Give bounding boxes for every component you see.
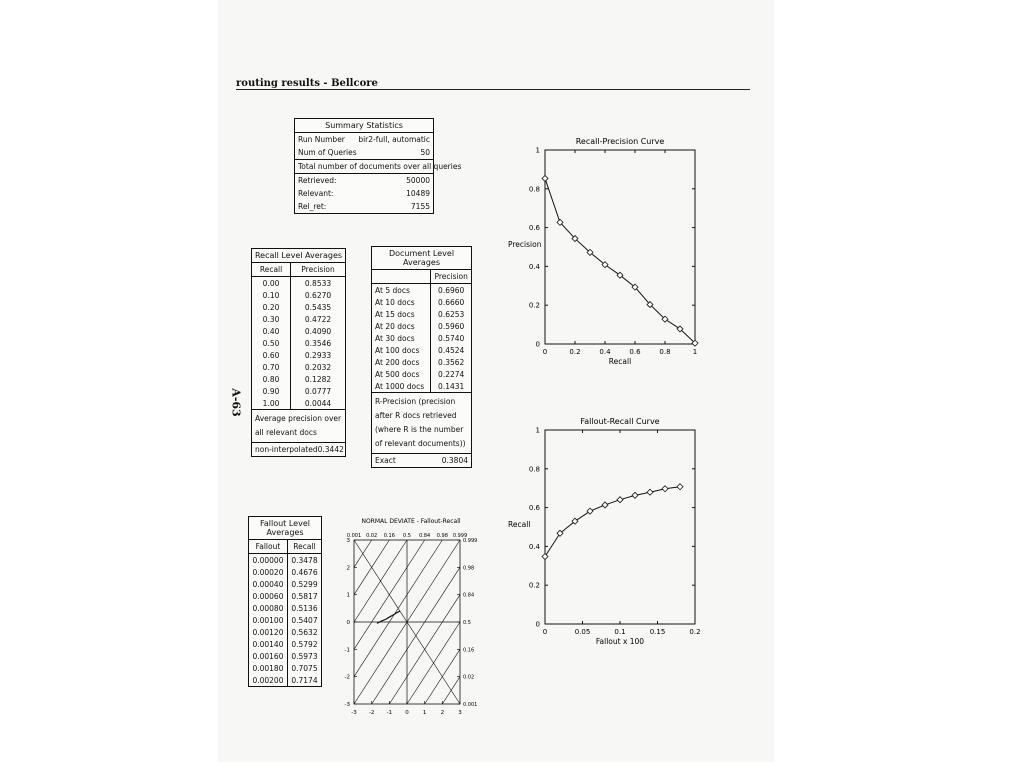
doc-cutoff-cell: At 15 docs xyxy=(375,309,415,319)
table-row xyxy=(249,602,321,614)
precision-cell: 0.3562 xyxy=(431,356,471,368)
doc-cutoff-cell: At 20 docs xyxy=(375,321,415,331)
recall-levels-title: Recall Level Averages xyxy=(252,249,345,263)
table-row xyxy=(252,289,345,301)
recall-precision-chart xyxy=(500,128,710,378)
data-point xyxy=(617,497,623,503)
table-row xyxy=(372,308,471,320)
recall-level-averages-box xyxy=(251,248,346,457)
x-tick-label: 0.4 xyxy=(599,348,611,356)
recall-cell: 0.50 xyxy=(262,338,280,348)
precision-cell: 0.2274 xyxy=(431,368,471,380)
table-row xyxy=(249,650,321,662)
right-tick-label: 0.001 xyxy=(463,702,478,708)
col-precision: Precision xyxy=(431,270,471,284)
col-recall: Recall xyxy=(252,263,291,277)
recall-cell: 0.5407 xyxy=(287,614,321,626)
top-tick-label: 0.5 xyxy=(403,533,411,539)
fallout-cell: 0.00100 xyxy=(252,615,284,625)
data-point xyxy=(542,554,548,560)
table-row xyxy=(372,332,471,344)
top-tick-label: 0.001 xyxy=(346,533,362,539)
recall-cell: 0.5792 xyxy=(287,638,321,650)
run-number-value: bir2-full, automatic xyxy=(358,135,430,144)
y-tick-label: 2 xyxy=(346,565,350,572)
fallout-cell: 0.00060 xyxy=(252,591,284,601)
table-row xyxy=(372,296,471,308)
precision-cell: 0.4722 xyxy=(291,313,345,325)
fallout-cell: 0.00080 xyxy=(252,603,284,613)
series-line xyxy=(377,611,400,623)
chart-title: Recall-Precision Curve xyxy=(575,137,665,146)
recall-cell: 0.4676 xyxy=(287,566,321,578)
table-row xyxy=(252,385,345,397)
y-tick-label: 0 xyxy=(535,620,540,629)
doc-cutoff-cell: At 100 docs xyxy=(375,345,420,355)
right-tick-label: 0.16 xyxy=(463,647,475,654)
y-tick-label: 1 xyxy=(346,592,350,599)
fallout-recall-chart xyxy=(500,408,710,660)
right-tick-label: 0.98 xyxy=(463,565,475,572)
recall-cell: 1.00 xyxy=(262,398,280,408)
table-row xyxy=(372,380,471,392)
total-docs-label: Total number of documents over all queries xyxy=(298,162,462,171)
table-row xyxy=(372,344,471,356)
top-tick-label: 0.02 xyxy=(366,533,378,539)
table-row xyxy=(252,313,345,325)
chart-title: NORMAL DEVIATE - Fallout-Recall xyxy=(361,518,461,525)
y-tick-label: 0.2 xyxy=(528,301,540,310)
noninterpolated-value: 0.3442 xyxy=(317,445,344,454)
precision-cell: 0.1431 xyxy=(431,380,471,392)
y-tick-label: 0.4 xyxy=(528,542,540,551)
precision-cell: 0.5960 xyxy=(431,320,471,332)
precision-cell: 0.3546 xyxy=(291,337,345,349)
r-precision-note: R-Precision (precision after R docs retrieved (where R is the number of relevant documents)) xyxy=(375,397,466,448)
recall-cell: 0.40 xyxy=(262,326,280,336)
table-row xyxy=(249,626,321,638)
right-tick-label: 0.84 xyxy=(463,592,475,599)
recall-cell: 0.5817 xyxy=(287,590,321,602)
y-tick-label: 0.8 xyxy=(528,185,540,194)
precision-cell: 0.5740 xyxy=(431,332,471,344)
recall-cell: 0.30 xyxy=(262,314,280,324)
y-tick-label: 0 xyxy=(535,340,540,349)
col-fallout: Fallout xyxy=(249,540,287,554)
x-tick-label: 1 xyxy=(692,348,698,356)
precision-cell: 0.6253 xyxy=(431,308,471,320)
y-tick-label: 0.2 xyxy=(528,581,540,590)
table-row xyxy=(249,578,321,590)
top-tick-label: 0.84 xyxy=(419,533,431,539)
exact-label: Exact xyxy=(375,456,396,465)
page-number: A-63 xyxy=(229,388,243,417)
table-row xyxy=(249,614,321,626)
retrieved-label: Retrieved: xyxy=(298,176,337,185)
recall-cell: 0.5973 xyxy=(287,650,321,662)
right-tick-label: 0.999 xyxy=(463,538,478,544)
fallout-level-averages-box xyxy=(248,516,322,687)
recall-cell: 0.70 xyxy=(262,362,280,372)
num-queries-label: Num of Queries xyxy=(298,148,357,157)
precision-cell: 0.0777 xyxy=(291,385,345,397)
recall-cell: 0.5136 xyxy=(287,602,321,614)
table-row xyxy=(252,325,345,337)
doc-cutoff-cell: At 5 docs xyxy=(375,285,410,295)
fallout-cell: 0.00160 xyxy=(252,651,284,661)
precision-cell: 0.2032 xyxy=(291,361,345,373)
data-point xyxy=(602,502,608,508)
precision-cell: 0.4090 xyxy=(291,325,345,337)
col-recall: Recall xyxy=(287,540,321,554)
summary-statistics-box xyxy=(294,118,462,214)
table-row xyxy=(252,301,345,313)
x-tick-label: 0 xyxy=(542,628,548,636)
recall-cell: 0.10 xyxy=(262,290,280,300)
fallout-cell: 0.00180 xyxy=(252,663,284,673)
data-point xyxy=(662,486,668,492)
relevant-value: 10489 xyxy=(406,189,430,198)
y-tick-label: 0 xyxy=(346,620,350,626)
y-tick-label: 0.6 xyxy=(528,504,540,513)
recall-cell: 0.3478 xyxy=(287,554,321,567)
fallout-cell: 0.00200 xyxy=(252,675,284,685)
table-row xyxy=(252,277,345,290)
x-tick-label: -3 xyxy=(351,710,357,716)
doc-cutoff-cell: At 30 docs xyxy=(375,333,415,343)
table-row xyxy=(249,566,321,578)
header-rule xyxy=(236,89,750,90)
precision-cell: 0.1282 xyxy=(291,373,345,385)
table-row xyxy=(249,638,321,650)
y-axis-label: Recall xyxy=(508,520,531,529)
y-axis-label: Precision xyxy=(508,240,542,249)
x-tick-label: 2 xyxy=(440,710,445,716)
fallout-cell: 0.00000 xyxy=(252,555,284,565)
x-tick-label: 0.2 xyxy=(689,628,701,636)
document-level-averages-box xyxy=(371,246,472,468)
table-row xyxy=(372,284,471,297)
table-row xyxy=(372,368,471,380)
recall-cell: 0.00 xyxy=(262,278,280,288)
document-levels-title: Document Level Averages xyxy=(372,247,471,270)
y-tick-label: 1 xyxy=(535,146,540,155)
y-tick-label: 0.8 xyxy=(528,465,540,474)
table-row xyxy=(252,373,345,385)
summary-title: Summary Statistics xyxy=(295,119,433,133)
data-point xyxy=(587,508,593,514)
normal-deviate-chart xyxy=(340,514,490,720)
x-tick-label: -1 xyxy=(386,710,393,716)
recall-cell: 0.7075 xyxy=(287,662,321,674)
doc-cutoff-cell: At 10 docs xyxy=(375,297,415,307)
precision-cell: 0.5435 xyxy=(291,301,345,313)
recall-cell: 0.80 xyxy=(262,374,280,384)
fallout-cell: 0.00140 xyxy=(252,639,284,649)
x-tick-label: -2 xyxy=(368,710,375,716)
series-line xyxy=(545,487,680,557)
y-tick-label: -3 xyxy=(344,702,350,708)
x-tick-label: 0.8 xyxy=(659,348,671,356)
recall-cell: 0.60 xyxy=(262,350,280,360)
table-row xyxy=(252,397,345,409)
table-row xyxy=(249,662,321,674)
x-tick-label: 0.05 xyxy=(574,628,591,636)
plot-frame xyxy=(545,150,695,344)
fallout-levels-table xyxy=(249,540,321,686)
table-row xyxy=(372,320,471,332)
recall-cell: 0.7174 xyxy=(287,674,321,686)
recall-levels-table xyxy=(252,263,345,409)
relevant-label: Relevant: xyxy=(298,189,334,198)
col-precision: Precision xyxy=(291,263,345,277)
table-row xyxy=(249,590,321,602)
y-tick-label: 0.6 xyxy=(528,224,540,233)
data-point xyxy=(542,175,548,181)
x-tick-label: 3 xyxy=(458,710,462,716)
table-row xyxy=(249,674,321,686)
right-tick-label: 0.5 xyxy=(463,620,471,626)
noninterpolated-label: non-interpolated xyxy=(255,445,318,454)
run-number-label: Run Number xyxy=(298,135,345,144)
x-axis-label: Fallout x 100 xyxy=(595,637,645,646)
table-row xyxy=(252,361,345,373)
x-tick-label: 0 xyxy=(542,348,548,356)
exact-value: 0.3804 xyxy=(441,456,468,465)
relret-label: Rel_ret: xyxy=(298,202,327,211)
y-tick-label: 1 xyxy=(535,426,540,435)
doc-cutoff-cell: At 200 docs xyxy=(375,357,420,367)
right-tick-label: 0.02 xyxy=(463,674,475,681)
x-axis-label: Recall xyxy=(608,357,632,366)
precision-cell: 0.2933 xyxy=(291,349,345,361)
top-tick-label: 0.98 xyxy=(436,533,448,539)
x-tick-label: 1 xyxy=(422,710,427,716)
precision-cell: 0.6660 xyxy=(431,296,471,308)
doc-cutoff-cell: At 1000 docs xyxy=(375,381,425,391)
table-row xyxy=(372,356,471,368)
precision-cell: 0.6270 xyxy=(291,289,345,301)
num-queries-value: 50 xyxy=(420,148,430,157)
fallout-cell: 0.00040 xyxy=(252,579,284,589)
recall-cell: 0.20 xyxy=(262,302,280,312)
avg-precision-label: Average precision over all relevant docs xyxy=(255,414,342,437)
relret-value: 7155 xyxy=(410,202,430,211)
precision-cell: 0.6960 xyxy=(431,284,471,297)
fallout-levels-title: Fallout Level Averages xyxy=(249,517,321,540)
fallout-cell: 0.00120 xyxy=(252,627,284,637)
table-row xyxy=(249,554,321,567)
top-tick-label: 0.999 xyxy=(452,533,468,539)
y-tick-label: 3 xyxy=(346,538,350,544)
doc-cutoff-cell: At 500 docs xyxy=(375,369,420,379)
table-row xyxy=(252,349,345,361)
precision-cell: 0.8533 xyxy=(291,277,345,290)
y-tick-label: -1 xyxy=(344,647,350,654)
recall-cell: 0.90 xyxy=(262,386,280,396)
x-tick-label: 0.2 xyxy=(569,348,581,356)
document-levels-table xyxy=(372,270,471,392)
top-tick-label: 0.16 xyxy=(383,533,395,539)
series-line xyxy=(545,178,695,343)
y-tick-label: 0.4 xyxy=(528,262,540,271)
table-row xyxy=(252,337,345,349)
fallout-cell: 0.00020 xyxy=(252,567,284,577)
x-tick-label: 0.15 xyxy=(649,628,666,636)
x-tick-label: 0.6 xyxy=(629,348,641,356)
x-tick-label: 0 xyxy=(405,710,409,716)
recall-cell: 0.5299 xyxy=(287,578,321,590)
retrieved-value: 50000 xyxy=(406,176,430,185)
recall-cell: 0.5632 xyxy=(287,626,321,638)
x-tick-label: 0.1 xyxy=(614,628,626,636)
precision-cell: 0.4524 xyxy=(431,344,471,356)
precision-cell: 0.0044 xyxy=(291,397,345,409)
page-header: routing results - Bellcore xyxy=(236,78,378,89)
data-point xyxy=(632,492,638,498)
chart-title: Fallout-Recall Curve xyxy=(580,417,660,426)
data-point xyxy=(677,484,683,490)
data-point xyxy=(647,489,653,495)
y-tick-label: -2 xyxy=(344,674,350,681)
